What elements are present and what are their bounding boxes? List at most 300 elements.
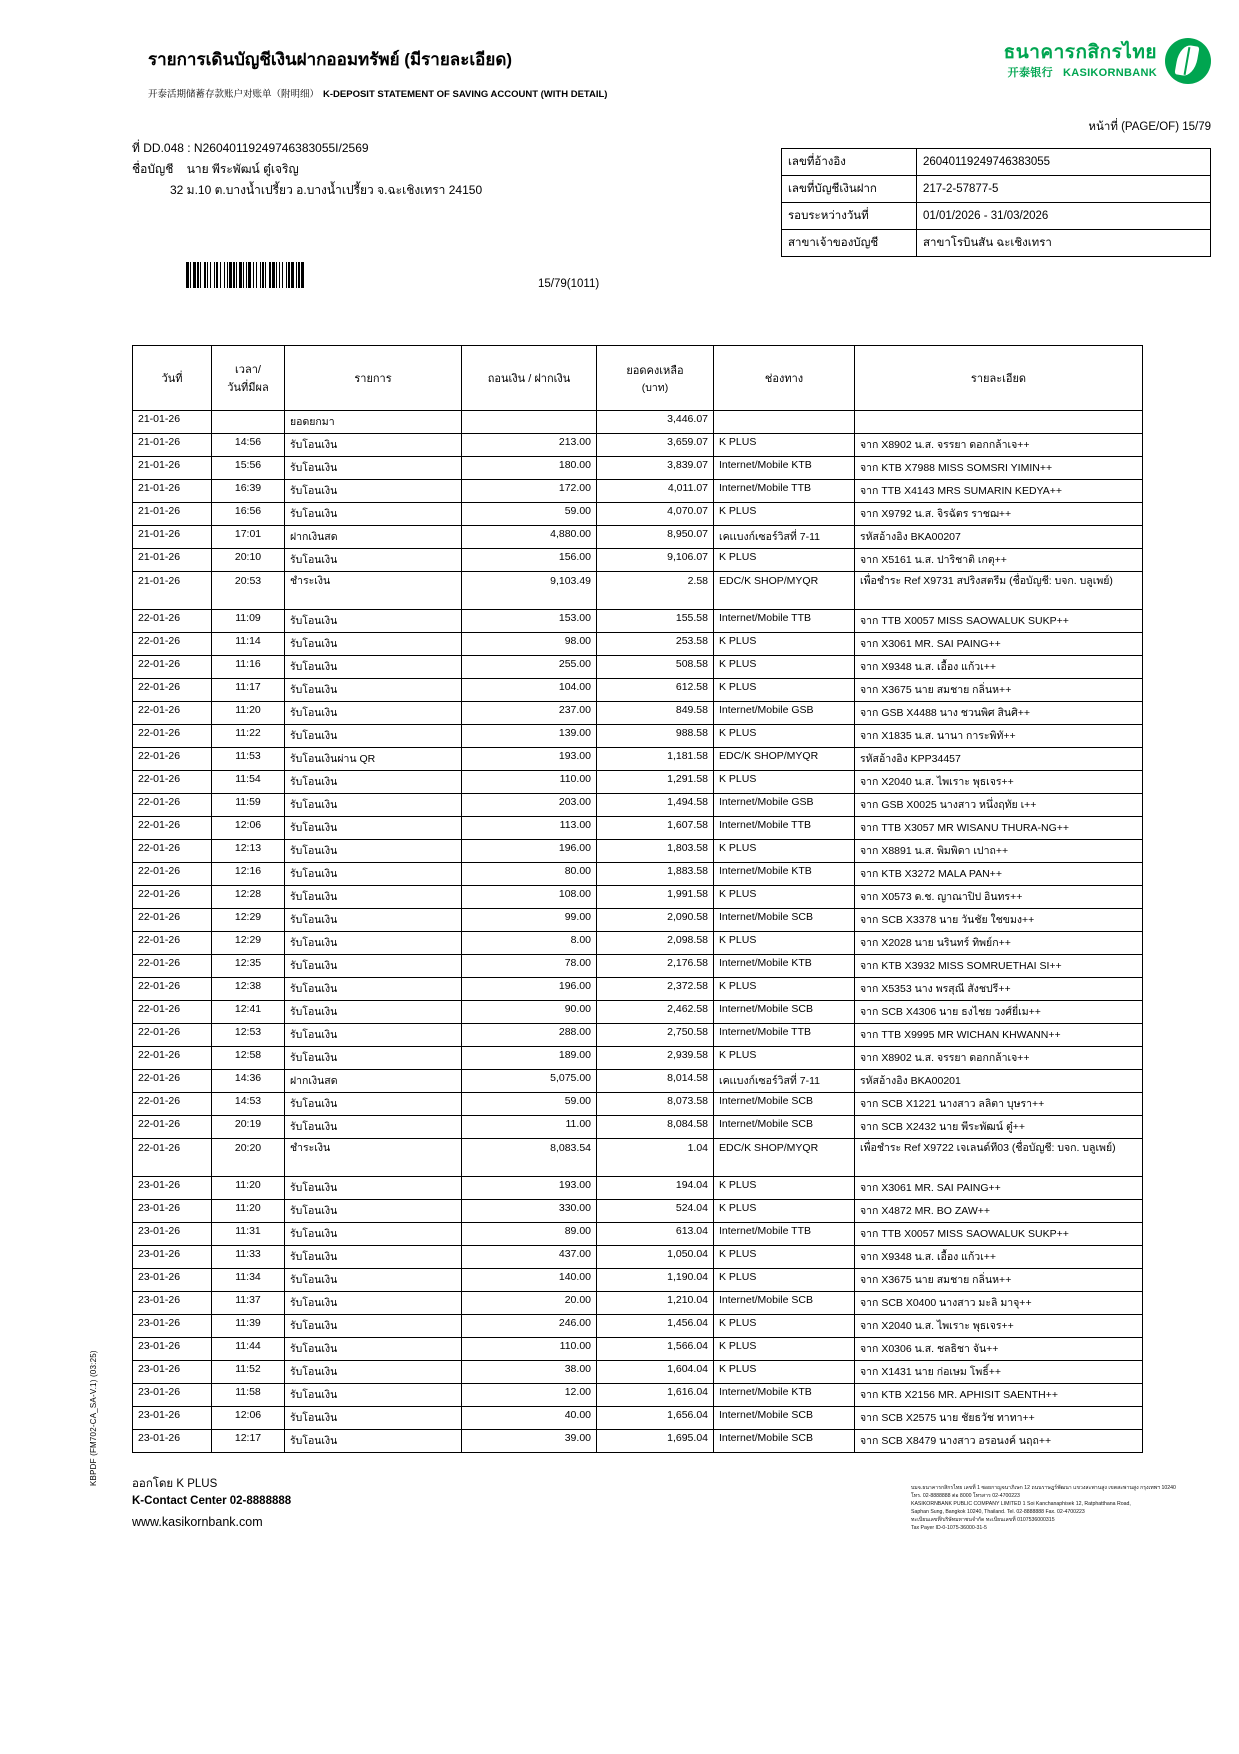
header-time <box>212 346 285 411</box>
table-row <box>782 149 1211 176</box>
header-date: วันที่ <box>133 346 212 411</box>
cell-date: 22-01-26 <box>133 771 212 794</box>
title-english: K-DEPOSIT STATEMENT OF SAVING ACCOUNT (WITH DETAIL) <box>323 89 608 100</box>
account-no-label: เลขที่บัญชีเงินฝาก <box>782 176 917 203</box>
table-row <box>782 176 1211 203</box>
cell-amount: 246.00 <box>462 1315 597 1338</box>
ref-no-label: เลขที่อ้างอิง <box>782 149 917 176</box>
cell-channel: Internet/Mobile SCB <box>714 1116 855 1139</box>
cell-channel: K PLUS <box>714 633 855 656</box>
table-row <box>133 1292 1143 1315</box>
cell-detail: จาก KTB X3272 MALA PAN++ <box>855 863 1143 886</box>
cell-date: 21-01-26 <box>133 503 212 526</box>
table-row <box>133 1223 1143 1246</box>
cell-detail: จาก SCB X8479 นางสาว อรอนงค์ นฤถ++ <box>855 1430 1143 1453</box>
cell-description: รับโอนเงิน <box>285 1384 462 1407</box>
cell-channel: K PLUS <box>714 434 855 457</box>
cell-amount: 59.00 <box>462 1093 597 1116</box>
cell-description: รับโอนเงิน <box>285 1430 462 1453</box>
cell-detail: จาก TTB X0057 MISS SAOWALUK SUKP++ <box>855 1223 1143 1246</box>
table-row <box>133 503 1143 526</box>
cell-balance: 1.04 <box>597 1139 714 1177</box>
cell-channel: K PLUS <box>714 1200 855 1223</box>
cell-amount: 99.00 <box>462 909 597 932</box>
cell-date: 23-01-26 <box>133 1177 212 1200</box>
cell-description: รับโอนเงิน <box>285 610 462 633</box>
account-name-row <box>132 159 482 180</box>
table-row <box>133 909 1143 932</box>
cell-balance: 613.04 <box>597 1223 714 1246</box>
cell-time: 12:17 <box>212 1430 285 1453</box>
cell-amount: 172.00 <box>462 480 597 503</box>
cell-time: 11:59 <box>212 794 285 817</box>
cell-description: รับโอนเงิน <box>285 1315 462 1338</box>
footer-legal-line: ทะเบียนเลขที่/บริษัทมหาชนจำกัด ทะเบียนเลขที่ 0107536000315 <box>911 1516 1055 1523</box>
cell-date: 21-01-26 <box>133 549 212 572</box>
cell-channel: K PLUS <box>714 886 855 909</box>
cell-date: 22-01-26 <box>133 748 212 771</box>
cell-description: ฝากเงินสด <box>285 1070 462 1093</box>
cell-channel: Internet/Mobile GSB <box>714 702 855 725</box>
cell-channel: EDC/K SHOP/MYQR <box>714 748 855 771</box>
cell-time: 11:22 <box>212 725 285 748</box>
cell-time: 20:10 <box>212 549 285 572</box>
cell-amount: 8,083.54 <box>462 1139 597 1177</box>
header-balance <box>597 346 714 411</box>
cell-balance: 612.58 <box>597 679 714 702</box>
cell-date: 22-01-26 <box>133 1116 212 1139</box>
table-row <box>133 863 1143 886</box>
cell-amount: 4,880.00 <box>462 526 597 549</box>
cell-description: รับโอนเงิน <box>285 1047 462 1070</box>
table-row <box>133 1093 1143 1116</box>
table-header-row <box>133 346 1143 411</box>
cell-channel: K PLUS <box>714 725 855 748</box>
header-description: รายการ <box>285 346 462 411</box>
cell-amount: 139.00 <box>462 725 597 748</box>
cell-time: 14:56 <box>212 434 285 457</box>
kasikorn-leaf-icon <box>1165 38 1211 84</box>
cell-amount: 40.00 <box>462 1407 597 1430</box>
cell-channel: K PLUS <box>714 771 855 794</box>
cell-balance: 8,014.58 <box>597 1070 714 1093</box>
cell-time: 11:20 <box>212 1200 285 1223</box>
cell-time: 11:14 <box>212 633 285 656</box>
form-code-vertical: KBPDF (FM702-CA_SA-V.1) (03:25) <box>89 1350 98 1486</box>
cell-detail <box>855 411 1143 434</box>
table-row <box>133 1384 1143 1407</box>
bank-name-cn-en <box>1004 67 1157 80</box>
cell-detail: จาก X3061 MR. SAI PAING++ <box>855 633 1143 656</box>
cell-detail: จาก X2040 น.ส. ไพเราะ พุธเจร++ <box>855 1315 1143 1338</box>
cell-date: 21-01-26 <box>133 572 212 610</box>
cell-amount: 110.00 <box>462 1338 597 1361</box>
cell-date: 22-01-26 <box>133 955 212 978</box>
cell-description: รับโอนเงิน <box>285 656 462 679</box>
cell-time: 11:37 <box>212 1292 285 1315</box>
cell-description: รับโอนเงิน <box>285 1338 462 1361</box>
header-channel: ช่องทาง <box>714 346 855 411</box>
cell-detail: รหัสอ้างอิง KPP34457 <box>855 748 1143 771</box>
table-row <box>133 1177 1143 1200</box>
cell-date: 23-01-26 <box>133 1246 212 1269</box>
footer-legal-line: KASIKORNBANK PUBLIC COMPANY LIMITED 1 Soi Kanchanaphisek 12, Ratphatthana Road, <box>911 1500 1131 1507</box>
cell-balance: 1,604.04 <box>597 1361 714 1384</box>
cell-detail: จาก KTB X2156 MR. APHISIT SAENTH++ <box>855 1384 1143 1407</box>
cell-detail: จาก X2040 น.ส. ไพเราะ พุธเจร++ <box>855 771 1143 794</box>
cell-balance: 1,190.04 <box>597 1269 714 1292</box>
table-row <box>133 679 1143 702</box>
title-block <box>148 46 607 100</box>
cell-description: รับโอนเงิน <box>285 1361 462 1384</box>
issued-by: ออกโดย K PLUS <box>132 1477 218 1490</box>
cell-date: 23-01-26 <box>133 1223 212 1246</box>
cell-channel: Internet/Mobile SCB <box>714 1430 855 1453</box>
cell-description: รับโอนเงิน <box>285 1269 462 1292</box>
period-value: 01/01/2026 - 31/03/2026 <box>917 203 1211 230</box>
cell-description: รับโอนเงิน <box>285 771 462 794</box>
table-row <box>133 794 1143 817</box>
cell-detail: จาก X8902 น.ส. จรรยา ดอกกล้าเจ++ <box>855 434 1143 457</box>
cell-channel: K PLUS <box>714 1246 855 1269</box>
cell-detail: จาก KTB X3932 MISS SOMRUETHAI SI++ <box>855 955 1143 978</box>
cell-channel: K PLUS <box>714 1361 855 1384</box>
cell-description: รับโอนเงิน <box>285 863 462 886</box>
cell-time: 14:36 <box>212 1070 285 1093</box>
cell-date: 22-01-26 <box>133 1139 212 1177</box>
cell-balance: 1,883.58 <box>597 863 714 886</box>
footer-legal-line: Tax Payer ID-0-1075-36000-31-5 <box>911 1524 987 1531</box>
cell-detail: จาก X1835 น.ส. นานา การะพิทั++ <box>855 725 1143 748</box>
cell-description: ชำระเงิน <box>285 1139 462 1177</box>
cell-description: รับโอนเงิน <box>285 955 462 978</box>
cell-description: รับโอนเงิน <box>285 1001 462 1024</box>
account-summary-table <box>781 148 1211 257</box>
cell-description: รับโอนเงิน <box>285 840 462 863</box>
cell-time: 20:20 <box>212 1139 285 1177</box>
table-row <box>133 1338 1143 1361</box>
cell-balance: 3,446.07 <box>597 411 714 434</box>
cell-amount: 98.00 <box>462 633 597 656</box>
cell-channel: K PLUS <box>714 1269 855 1292</box>
table-row <box>133 702 1143 725</box>
cell-channel: Internet/Mobile KTB <box>714 955 855 978</box>
table-row <box>133 886 1143 909</box>
cell-channel: Internet/Mobile TTB <box>714 1223 855 1246</box>
cell-detail: เพื่อชำระ Ref X9731 สปริงสตรีม (ชื่อบัญชี: บจก. บลูเพย์) <box>855 572 1143 610</box>
cell-channel: เคเเบงก์เซอร์วิสที่ 7-11 <box>714 1070 855 1093</box>
cell-detail: จาก X3675 นาย สมชาย กลิ่นห++ <box>855 1269 1143 1292</box>
cell-time: 12:35 <box>212 955 285 978</box>
cell-amount: 189.00 <box>462 1047 597 1070</box>
cell-time: 11:44 <box>212 1338 285 1361</box>
table-row <box>133 434 1143 457</box>
footer-legal-line: โทร. 02-8888888 ต่อ 8000 โทรสาร 02-4700223 <box>911 1492 1020 1499</box>
cell-description: รับโอนเงิน <box>285 1223 462 1246</box>
cell-balance: 1,456.04 <box>597 1315 714 1338</box>
cell-amount: 80.00 <box>462 863 597 886</box>
cell-description: รับโอนเงิน <box>285 794 462 817</box>
cell-balance: 1,607.58 <box>597 817 714 840</box>
table-row <box>133 955 1143 978</box>
cell-time: 11:16 <box>212 656 285 679</box>
cell-description: รับโอนเงิน <box>285 434 462 457</box>
header-detail: รายละเอียด <box>855 346 1143 411</box>
table-row <box>133 1269 1143 1292</box>
account-address: 32 ม.10 ต.บางน้ำเปรี้ยว อ.บางน้ำเปรี้ยว จ.ฉะเชิงเทรา 24150 <box>170 183 483 197</box>
cell-detail: รหัสอ้างอิง BKA00201 <box>855 1070 1143 1093</box>
cell-balance: 508.58 <box>597 656 714 679</box>
ref-no-value: 26040119249746383055 <box>917 149 1211 176</box>
cell-detail: จาก SCB X0400 นางสาว มะลิ มาจุ++ <box>855 1292 1143 1315</box>
table-row <box>133 572 1143 610</box>
contact-center: K-Contact Center 02-8888888 <box>132 1495 292 1507</box>
table-row <box>133 549 1143 572</box>
cell-channel: Internet/Mobile SCB <box>714 909 855 932</box>
cell-balance: 2,750.58 <box>597 1024 714 1047</box>
table-row <box>133 748 1143 771</box>
cell-detail: จาก SCB X1221 นางสาว ลลิตา บุษรา++ <box>855 1093 1143 1116</box>
cell-amount: 9,103.49 <box>462 572 597 610</box>
page-title: รายการเดินบัญชีเงินฝากออมทรัพย์ (มีรายละเอียด) <box>148 50 513 69</box>
cell-channel <box>714 411 855 434</box>
cell-description: รับโอนเงิน <box>285 725 462 748</box>
header-balance-line1: ยอดคงเหลือ <box>626 364 684 377</box>
cell-balance: 1,050.04 <box>597 1246 714 1269</box>
cell-detail: จาก SCB X4306 นาย ธงไชย วงศ์ยี่เม++ <box>855 1001 1143 1024</box>
cell-balance: 1,616.04 <box>597 1384 714 1407</box>
cell-balance: 253.58 <box>597 633 714 656</box>
cell-date: 22-01-26 <box>133 886 212 909</box>
cell-description: รับโอนเงิน <box>285 679 462 702</box>
cell-date: 22-01-26 <box>133 1047 212 1070</box>
cell-balance: 1,181.58 <box>597 748 714 771</box>
cell-date: 22-01-26 <box>133 863 212 886</box>
cell-balance: 8,950.07 <box>597 526 714 549</box>
cell-description: รับโอนเงิน <box>285 1116 462 1139</box>
cell-balance: 155.58 <box>597 610 714 633</box>
cell-date: 21-01-26 <box>133 434 212 457</box>
cell-channel: EDC/K SHOP/MYQR <box>714 572 855 610</box>
cell-balance: 8,073.58 <box>597 1093 714 1116</box>
cell-description: รับโอนเงิน <box>285 480 462 503</box>
cell-detail: รหัสอ้างอิง BKA00207 <box>855 526 1143 549</box>
cell-channel: Internet/Mobile TTB <box>714 817 855 840</box>
page-number: หน้าที่ (PAGE/OF) 15/79 <box>1088 121 1211 133</box>
cell-amount: 437.00 <box>462 1246 597 1269</box>
cell-channel: เคเเบงก์เซอร์วิสที่ 7-11 <box>714 526 855 549</box>
cell-channel: K PLUS <box>714 1338 855 1361</box>
cell-amount: 153.00 <box>462 610 597 633</box>
cell-date: 21-01-26 <box>133 480 212 503</box>
cell-balance: 849.58 <box>597 702 714 725</box>
cell-date: 22-01-26 <box>133 1024 212 1047</box>
cell-description: รับโอนเงิน <box>285 702 462 725</box>
cell-channel: Internet/Mobile GSB <box>714 794 855 817</box>
cell-detail: จาก X3061 MR. SAI PAING++ <box>855 1177 1143 1200</box>
table-row <box>133 656 1143 679</box>
account-name-label: ชื่อบัญชี <box>132 162 174 176</box>
cell-balance: 1,803.58 <box>597 840 714 863</box>
cell-balance: 2,372.58 <box>597 978 714 1001</box>
cell-date: 22-01-26 <box>133 909 212 932</box>
cell-balance: 2,939.58 <box>597 1047 714 1070</box>
cell-channel: Internet/Mobile TTB <box>714 1024 855 1047</box>
cell-description: รับโอนเงิน <box>285 457 462 480</box>
bank-name-english: KASIKORNBANK <box>1062 67 1157 80</box>
cell-detail: จาก GSB X4488 นาง ชวนพิศ สินศิ++ <box>855 702 1143 725</box>
cell-amount: 213.00 <box>462 434 597 457</box>
header-balance-line2: (บาท) <box>641 381 669 394</box>
cell-date: 22-01-26 <box>133 725 212 748</box>
bank-logo <box>1004 38 1211 84</box>
cell-channel: EDC/K SHOP/MYQR <box>714 1139 855 1177</box>
cell-description: รับโอนเงิน <box>285 978 462 1001</box>
cell-description: ฝากเงินสด <box>285 526 462 549</box>
cell-description: รับโอนเงิน <box>285 1292 462 1315</box>
cell-time: 11:58 <box>212 1384 285 1407</box>
cell-date: 22-01-26 <box>133 817 212 840</box>
cell-date: 22-01-26 <box>133 1001 212 1024</box>
header-amount: ถอนเงิน / ฝากเงิน <box>462 346 597 411</box>
cell-time: 11:53 <box>212 748 285 771</box>
cell-balance: 524.04 <box>597 1200 714 1223</box>
cell-balance: 2,090.58 <box>597 909 714 932</box>
cell-detail: จาก X0306 น.ส. ชลธิชา จัน++ <box>855 1338 1143 1361</box>
bank-name-block <box>1004 42 1157 79</box>
table-row <box>133 1407 1143 1430</box>
cell-amount: 38.00 <box>462 1361 597 1384</box>
website-link[interactable]: www.kasikornbank.com <box>132 1515 263 1530</box>
cell-time: 12:58 <box>212 1047 285 1070</box>
table-row <box>133 1047 1143 1070</box>
cell-date: 22-01-26 <box>133 840 212 863</box>
cell-amount: 78.00 <box>462 955 597 978</box>
cell-channel: Internet/Mobile TTB <box>714 480 855 503</box>
cell-amount: 330.00 <box>462 1200 597 1223</box>
cell-date: 23-01-26 <box>133 1292 212 1315</box>
cell-amount: 20.00 <box>462 1292 597 1315</box>
cell-detail: จาก SCB X2432 นาย พีระพัฒน์ ตู๋++ <box>855 1116 1143 1139</box>
cell-balance: 1,656.04 <box>597 1407 714 1430</box>
cell-description: รับโอนเงิน <box>285 503 462 526</box>
cell-amount: 12.00 <box>462 1384 597 1407</box>
cell-channel: Internet/Mobile KTB <box>714 1384 855 1407</box>
cell-description: รับโอนเงิน <box>285 549 462 572</box>
cell-detail: จาก X5161 น.ส. ปาริชาติ เกตุ++ <box>855 549 1143 572</box>
cell-date: 22-01-26 <box>133 1070 212 1093</box>
cell-amount: 8.00 <box>462 932 597 955</box>
cell-amount: 196.00 <box>462 978 597 1001</box>
cell-detail: จาก X2028 นาย นรินทร์ ทิพย์ก++ <box>855 932 1143 955</box>
cell-balance: 1,291.58 <box>597 771 714 794</box>
footer-legal-line: Saphan Sung, Bangkok 10240, Thailand. Tel. 02-8888888 Fax. 02-4700223 <box>911 1508 1085 1515</box>
cell-balance: 194.04 <box>597 1177 714 1200</box>
cell-description: รับโอนเงิน <box>285 1024 462 1047</box>
table-row <box>133 932 1143 955</box>
bank-name-chinese: 开泰银行 <box>1007 67 1053 80</box>
cell-channel: Internet/Mobile SCB <box>714 1001 855 1024</box>
cell-balance: 1,695.04 <box>597 1430 714 1453</box>
cell-detail: จาก X4872 MR. BO ZAW++ <box>855 1200 1143 1223</box>
table-row <box>133 1139 1143 1177</box>
period-label: รอบระหว่างวันที่ <box>782 203 917 230</box>
table-row <box>133 1200 1143 1223</box>
cell-amount: 156.00 <box>462 549 597 572</box>
cell-date: 23-01-26 <box>133 1269 212 1292</box>
table-row <box>133 457 1143 480</box>
cell-balance: 1,210.04 <box>597 1292 714 1315</box>
cell-date: 22-01-26 <box>133 978 212 1001</box>
cell-amount: 180.00 <box>462 457 597 480</box>
cell-time: 12:38 <box>212 978 285 1001</box>
table-row <box>133 610 1143 633</box>
cell-time: 11:34 <box>212 1269 285 1292</box>
cell-balance: 1,991.58 <box>597 886 714 909</box>
account-no-value: 217-2-57877-5 <box>917 176 1211 203</box>
table-row <box>133 411 1143 434</box>
cell-time: 12:41 <box>212 1001 285 1024</box>
cell-detail: จาก X5353 นาง พรสุณี สังชปรี++ <box>855 978 1143 1001</box>
cell-amount <box>462 411 597 434</box>
cell-balance: 3,659.07 <box>597 434 714 457</box>
cell-balance: 988.58 <box>597 725 714 748</box>
header-time-line2: วันที่มีผล <box>227 382 269 394</box>
cell-time: 11:20 <box>212 702 285 725</box>
cell-amount: 59.00 <box>462 503 597 526</box>
table-row <box>133 1361 1143 1384</box>
cell-date: 23-01-26 <box>133 1407 212 1430</box>
cell-channel: K PLUS <box>714 978 855 1001</box>
cell-detail: จาก SCB X2575 นาย ชัยธวัช ทาทา++ <box>855 1407 1143 1430</box>
cell-time: 15:56 <box>212 457 285 480</box>
cell-amount: 255.00 <box>462 656 597 679</box>
cell-balance: 8,084.58 <box>597 1116 714 1139</box>
cell-detail: จาก TTB X3057 MR WISANU THURA-NG++ <box>855 817 1143 840</box>
cell-amount: 196.00 <box>462 840 597 863</box>
cell-description: รับโอนเงิน <box>285 633 462 656</box>
cell-amount: 113.00 <box>462 817 597 840</box>
cell-channel: Internet/Mobile KTB <box>714 457 855 480</box>
bank-name-thai: ธนาคารกสิกรไทย <box>1003 42 1157 64</box>
cell-balance: 2,098.58 <box>597 932 714 955</box>
cell-date: 23-01-26 <box>133 1384 212 1407</box>
cell-time <box>212 411 285 434</box>
cell-description: รับโอนเงิน <box>285 817 462 840</box>
table-row <box>782 230 1211 257</box>
cell-detail: จาก KTB X7988 MISS SOMSRI YIMIN++ <box>855 457 1143 480</box>
cell-date: 22-01-26 <box>133 702 212 725</box>
cell-amount: 203.00 <box>462 794 597 817</box>
barcode-label: 15/79(1011) <box>538 278 600 290</box>
cell-balance: 1,566.04 <box>597 1338 714 1361</box>
table-row <box>133 1430 1143 1453</box>
cell-balance: 3,839.07 <box>597 457 714 480</box>
cell-amount: 110.00 <box>462 771 597 794</box>
cell-date: 22-01-26 <box>133 1093 212 1116</box>
cell-amount: 104.00 <box>462 679 597 702</box>
cell-description: รับโอนเงิน <box>285 1246 462 1269</box>
cell-time: 12:06 <box>212 817 285 840</box>
cell-date: 22-01-26 <box>133 932 212 955</box>
cell-detail: จาก X9348 น.ส. เอื้อง แก้วเ++ <box>855 656 1143 679</box>
cell-channel: K PLUS <box>714 1315 855 1338</box>
cell-time: 11:31 <box>212 1223 285 1246</box>
account-name-value: นาย พีระพัฒน์ ตู๋เจริญ <box>186 162 299 176</box>
table-row <box>133 1116 1143 1139</box>
cell-amount: 39.00 <box>462 1430 597 1453</box>
cell-channel: K PLUS <box>714 503 855 526</box>
